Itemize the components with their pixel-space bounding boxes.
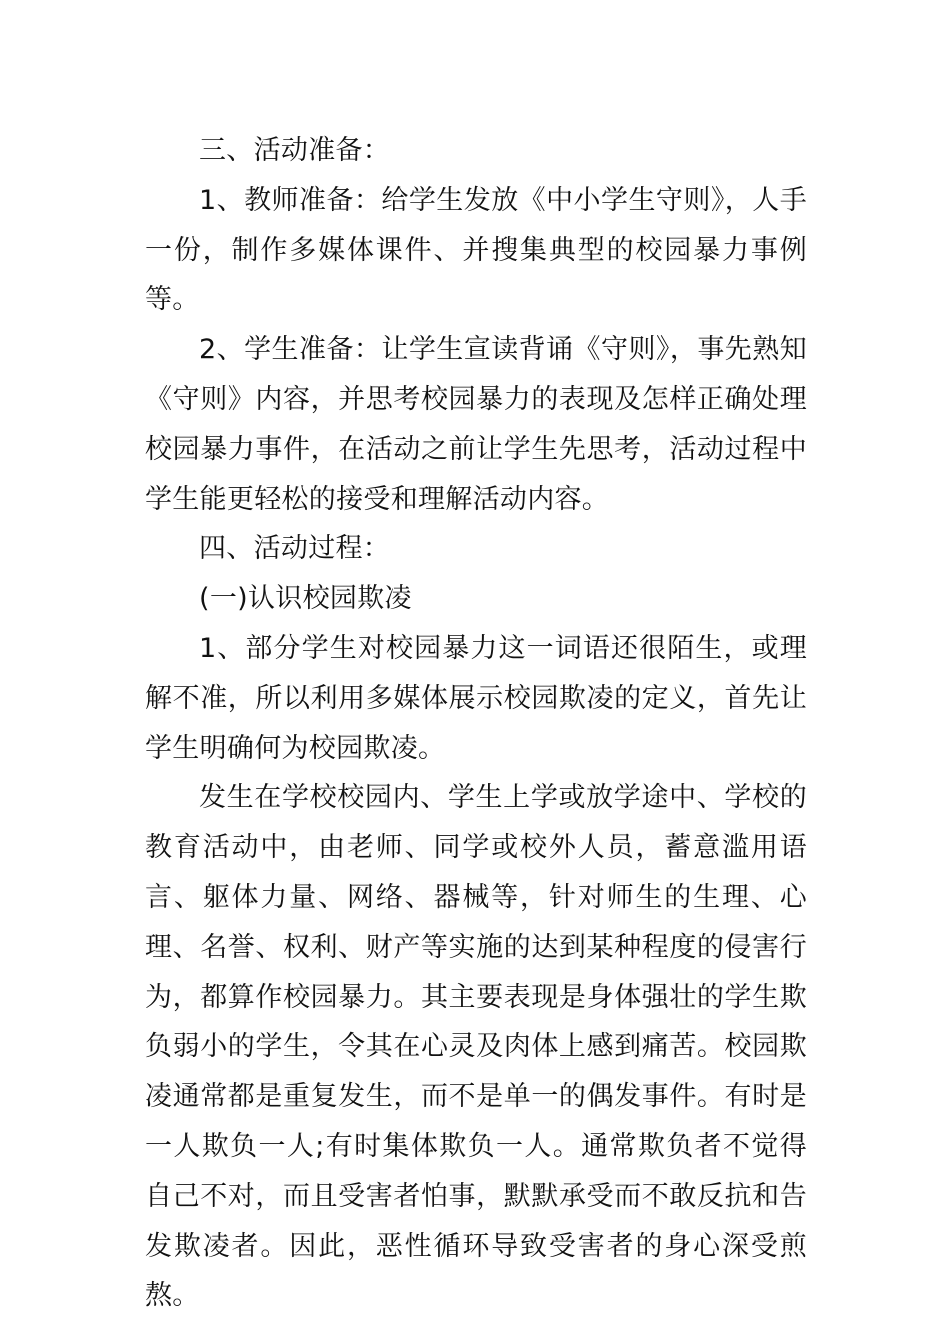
paragraph-bullying-intro: 1、部分学生对校园暴力这一词语还很陌生，或理解不准，所以利用多媒体展示校园欺凌的定义，首先让学生明确何为校园欺凌。 (145, 632, 807, 764)
section-heading-preparation: 三、活动准备： (199, 135, 391, 166)
paragraph-bullying-definition: 发生在学校校园内、学生上学或放学途中、学校的教育活动中，由老师、同学或校外人员，蓄意滥用语言、躯体力量、网络、器械等，针对师生的生理、心理、名誉、权利、财产等实施的达到某种程度的侵害行为，都算作校园暴力。其主要表现是身体强壮的学生欺负弱小的学生，令其在心灵及肉体上感到痛苦。校园欺凌通常都是重复发生，而不是单一的偶发事件。有时是一人欺负一人;有时集体欺负一人。通常欺负者不觉得自己不对，而且受害者怕事，默默承受而不敢反抗和告发欺凌者。因此，恶性循环导致受害者的身心深受煎熬。 (145, 782, 807, 1312)
section-heading-process: 四、活动过程： (199, 533, 391, 565)
paragraph-teacher-preparation: 1、教师准备：给学生发放《中小学生守则》，人手一份，制作多媒体课件、并搜集典型的校园暴力事例等。 (145, 184, 807, 316)
document-body (145, 126, 807, 1321)
paragraph-student-preparation: 2、学生准备：让学生宣读背诵《守则》，事先熟知《守则》内容，并思考校园暴力的表现及怎样正确处理校园暴力事件，在活动之前让学生先思考，活动过程中学生能更轻松的接受和理解活动内容。 (145, 334, 807, 515)
subsection-heading-bullying: (一)认识校园欺凌 (199, 583, 412, 615)
